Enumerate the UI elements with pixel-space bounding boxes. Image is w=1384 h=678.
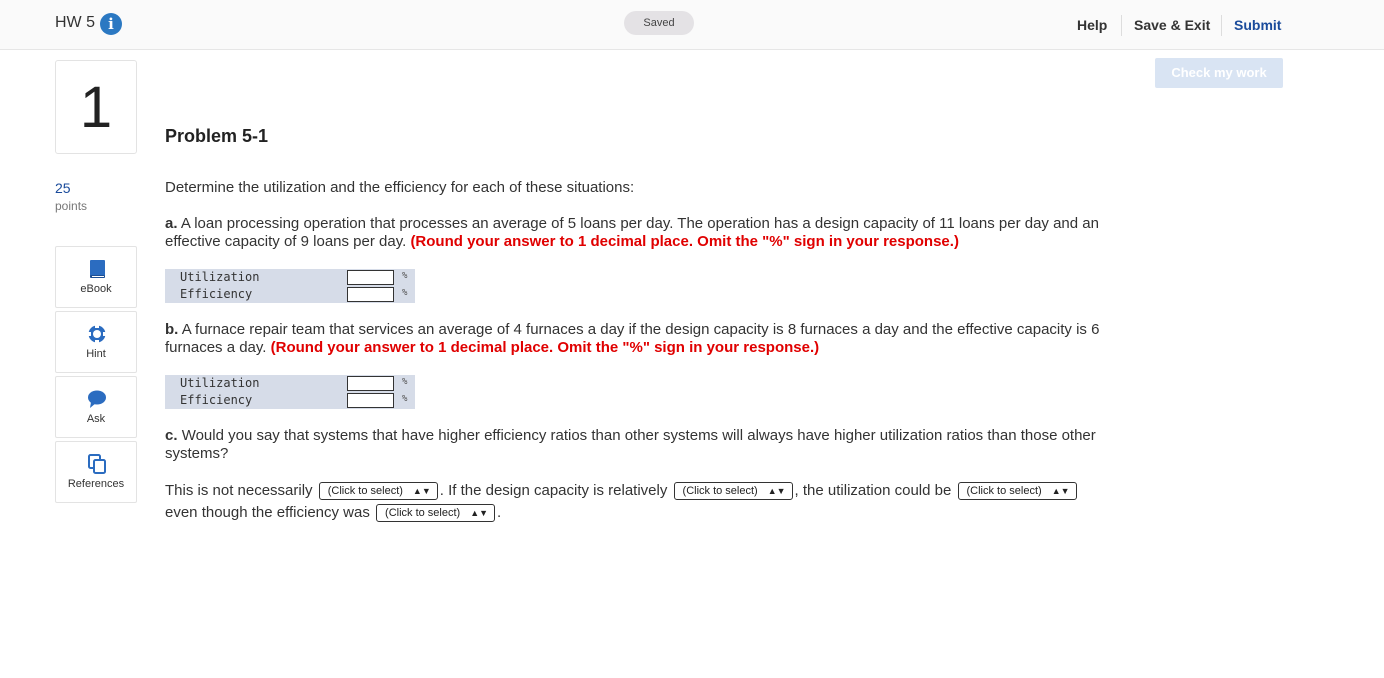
efficiency-label: Efficiency bbox=[180, 287, 253, 301]
part-c-text-1: This is not necessarily bbox=[165, 482, 313, 499]
part-c-letter: c. bbox=[165, 427, 178, 444]
part-c-text bbox=[165, 427, 1105, 463]
table-row bbox=[165, 392, 415, 409]
part-b-letter: b. bbox=[165, 321, 179, 338]
check-my-work-button[interactable]: Check my work bbox=[1155, 58, 1283, 88]
submit-link[interactable]: Submit bbox=[1234, 17, 1282, 33]
select-placeholder: (Click to select) bbox=[385, 507, 461, 520]
table-row bbox=[165, 286, 415, 303]
part-c-text-3: , the utilization could be bbox=[794, 482, 952, 499]
ask-button[interactable] bbox=[55, 376, 137, 438]
lifebuoy-icon bbox=[87, 324, 107, 344]
assignment-title: HW 5 bbox=[55, 14, 95, 31]
problem-title: Problem 5-1 bbox=[165, 126, 269, 146]
copy-pages-icon bbox=[87, 454, 107, 474]
part-a-letter: a. bbox=[165, 215, 178, 232]
divider bbox=[1121, 15, 1122, 36]
percent-unit: % bbox=[402, 394, 408, 404]
problem-intro: Determine the utilization and the efficiency for each of these situations: bbox=[165, 179, 635, 196]
efficiency-label: Efficiency bbox=[180, 393, 253, 407]
top-bar bbox=[0, 0, 1384, 50]
save-exit-link[interactable]: Save & Exit bbox=[1134, 17, 1211, 33]
percent-unit: % bbox=[402, 271, 408, 281]
part-a-answer-table bbox=[165, 269, 415, 303]
info-icon[interactable]: i bbox=[100, 13, 122, 35]
book-icon bbox=[87, 259, 107, 279]
part-c-select-1[interactable] bbox=[319, 482, 438, 500]
part-a-instruction: (Round your answer to 1 decimal place. Omit the "%" sign in your response.) bbox=[410, 233, 959, 250]
part-c-select-2[interactable] bbox=[674, 482, 793, 500]
part-c-answer-line-2 bbox=[165, 504, 501, 522]
tool-label-ask: Ask bbox=[86, 413, 106, 425]
saved-status-badge: Saved bbox=[624, 11, 694, 35]
part-c-text-5: . bbox=[497, 504, 502, 521]
tool-label-hint: Hint bbox=[86, 348, 106, 360]
part-a-question: A loan processing operation that processes an average of 5 loans per day. The operation has a design capacity of 11 loans per day and an effective capacity of 9 loans per day. bbox=[165, 215, 1099, 250]
hint-button[interactable] bbox=[55, 311, 137, 373]
select-arrow-icon: ▲▼ bbox=[412, 486, 431, 497]
part-b-efficiency-input[interactable] bbox=[347, 393, 394, 408]
references-button[interactable] bbox=[55, 441, 137, 503]
part-b-utilization-input[interactable] bbox=[347, 376, 394, 391]
help-link[interactable]: Help bbox=[1077, 17, 1108, 33]
divider bbox=[1221, 15, 1222, 36]
percent-unit: % bbox=[402, 377, 408, 387]
utilization-label: Utilization bbox=[180, 270, 260, 284]
points-label: points bbox=[55, 199, 88, 213]
part-c-text-4: even though the efficiency was bbox=[165, 504, 370, 521]
tool-label-references: References bbox=[67, 478, 125, 490]
chat-bubble-icon bbox=[87, 389, 107, 409]
tool-label-ebook: eBook bbox=[80, 283, 112, 295]
select-placeholder: (Click to select) bbox=[682, 485, 758, 498]
part-c-text-2: . If the design capacity is relatively bbox=[439, 482, 668, 499]
select-placeholder: (Click to select) bbox=[966, 485, 1042, 498]
part-c-question: Would you say that systems that have higher efficiency ratios than other systems will always have higher utilization ratios than those other systems? bbox=[165, 427, 1096, 462]
part-b-text bbox=[165, 321, 1105, 357]
select-placeholder: (Click to select) bbox=[327, 485, 403, 498]
part-c-select-4[interactable] bbox=[376, 504, 495, 522]
percent-unit: % bbox=[402, 288, 408, 298]
select-arrow-icon: ▲▼ bbox=[1051, 486, 1070, 497]
part-a-text bbox=[165, 215, 1105, 251]
table-row bbox=[165, 269, 415, 286]
part-b-question: A furnace repair team that services an average of 4 furnaces a day if the design capacity is 8 furnaces a day and the effective capacity is 6 furnaces a day. bbox=[165, 321, 1100, 356]
utilization-label: Utilization bbox=[180, 376, 260, 390]
table-row bbox=[165, 375, 415, 392]
part-b-instruction: (Round your answer to 1 decimal place. Omit the "%" sign in your response.) bbox=[270, 339, 820, 356]
select-arrow-icon: ▲▼ bbox=[470, 508, 489, 519]
ebook-button[interactable] bbox=[55, 246, 137, 308]
points-value: 25 bbox=[55, 180, 71, 196]
part-b-answer-table bbox=[165, 375, 415, 409]
part-c-answer-line-1 bbox=[165, 482, 1079, 500]
part-a-efficiency-input[interactable] bbox=[347, 287, 394, 302]
question-number-box: 1 bbox=[55, 60, 137, 154]
part-a-utilization-input[interactable] bbox=[347, 270, 394, 285]
part-c-select-3[interactable] bbox=[958, 482, 1077, 500]
select-arrow-icon: ▲▼ bbox=[767, 486, 786, 497]
